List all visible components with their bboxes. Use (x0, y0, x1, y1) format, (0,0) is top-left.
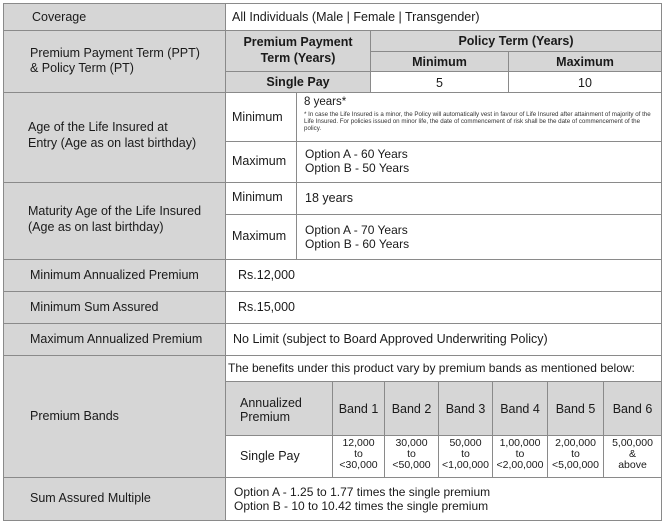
term-label-line1: Premium Payment Term (PPT) (30, 46, 200, 60)
max-annual-premium-label: Maximum Annualized Premium (30, 332, 203, 346)
band-header-1: Band 1 (338, 402, 379, 416)
min-term-value: 5 (436, 76, 443, 90)
band-range-1-to: <30,000 (339, 459, 378, 471)
band-range-6-sep: & (628, 448, 636, 460)
premium-bands-label: Premium Bands (30, 409, 119, 423)
maturity-min-label: Minimum (232, 190, 283, 204)
band-range-1-from: 12,000 (342, 437, 375, 449)
band-range-3-to: <1,00,000 (441, 459, 489, 471)
single-pay-label: Single Pay (266, 75, 330, 89)
entry-min-footnote: * In case the Life Insured is a minor, the Policy will automatically vest in favour of Life Insured after attainment of majority of the Life Insured. For policies issued on minor life, the date of commencement of risk shall be the date of commencement of the policy. (304, 111, 651, 132)
annualized-premium-header-line2: Premium (240, 410, 291, 424)
band-header-6: Band 6 (612, 402, 653, 416)
min-sum-assured-label: Minimum Sum Assured (30, 300, 159, 314)
band-range-5-sep: to (571, 448, 580, 460)
min-annual-premium-label: Minimum Annualized Premium (30, 268, 199, 282)
band-range-3-sep: to (461, 448, 470, 460)
band-header-5: Band 5 (555, 402, 596, 416)
min-annual-premium-value: Rs.12,000 (238, 268, 295, 282)
maturity-max-option-a: Option A - 70 Years (305, 223, 408, 237)
maturity-max-label: Maximum (232, 229, 287, 243)
max-term-value: 10 (578, 76, 592, 90)
min-sum-assured-value: Rs.15,000 (238, 300, 295, 314)
band-range-1-sep: to (354, 448, 363, 460)
band-range-2-from: 30,000 (395, 437, 428, 449)
coverage-value: All Individuals (Male | Female | Transgender) (232, 10, 480, 24)
entry-age-label-line1: Age of the Life Insured at (28, 120, 168, 134)
ppt-header-line2: Term (Years) (260, 51, 336, 65)
entry-max-option-b: Option B - 50 Years (305, 161, 410, 175)
sum-assured-multiple-option-b: Option B - 10 to 10.42 times the single premium (234, 499, 489, 513)
band-range-2-sep: to (407, 448, 416, 460)
band-header-4: Band 4 (500, 402, 540, 416)
entry-max-label: Maximum (232, 154, 287, 168)
min-header: Minimum (412, 55, 467, 69)
maturity-min-value: 18 years (305, 191, 353, 205)
sum-assured-multiple-option-a: Option A - 1.25 to 1.77 times the single premium (234, 485, 491, 499)
ppt-header-line1: Premium Payment (243, 35, 353, 49)
sum-assured-multiple-label: Sum Assured Multiple (30, 491, 151, 505)
maturity-max-option-b: Option B - 60 Years (305, 237, 410, 251)
entry-max-option-a: Option A - 60 Years (305, 147, 408, 161)
band-range-4-from: 1,00,000 (499, 437, 541, 449)
band-range-6-to: above (618, 459, 647, 471)
max-annual-premium-value: No Limit (subject to Board Approved Underwriting Policy) (233, 332, 548, 346)
band-range-3-from: 50,000 (449, 437, 482, 449)
maturity-age-label-line2: (Age as on last birthday) (28, 220, 164, 234)
band-header-3: Band 3 (445, 402, 486, 416)
band-range-5-to: <5,00,000 (551, 459, 599, 471)
entry-min-value: 8 years* (304, 96, 347, 108)
bands-single-pay-label: Single Pay (240, 449, 300, 463)
band-header-2: Band 2 (391, 402, 432, 416)
maturity-age-label-line1: Maturity Age of the Life Insured (28, 204, 202, 218)
entry-age-label-line2: Entry (Age as on last birthday) (28, 136, 197, 150)
coverage-label: Coverage (32, 10, 87, 24)
max-header: Maximum (556, 55, 614, 69)
band-range-4-sep: to (515, 448, 525, 460)
term-label-line2: & Policy Term (PT) (30, 61, 134, 75)
premium-bands-intro: The benefits under this product vary by premium bands as mentioned below: (228, 361, 635, 375)
band-range-6-from: 5,00,000 (612, 437, 653, 449)
policy-term-header: Policy Term (Years) (458, 34, 574, 48)
band-range-5-from: 2,00,000 (555, 437, 596, 449)
band-range-2-to: <50,000 (392, 459, 431, 471)
annualized-premium-header-line1: Annualized (240, 396, 302, 410)
band-range-4-to: <2,00,000 (496, 459, 544, 471)
entry-min-label: Minimum (232, 110, 283, 124)
